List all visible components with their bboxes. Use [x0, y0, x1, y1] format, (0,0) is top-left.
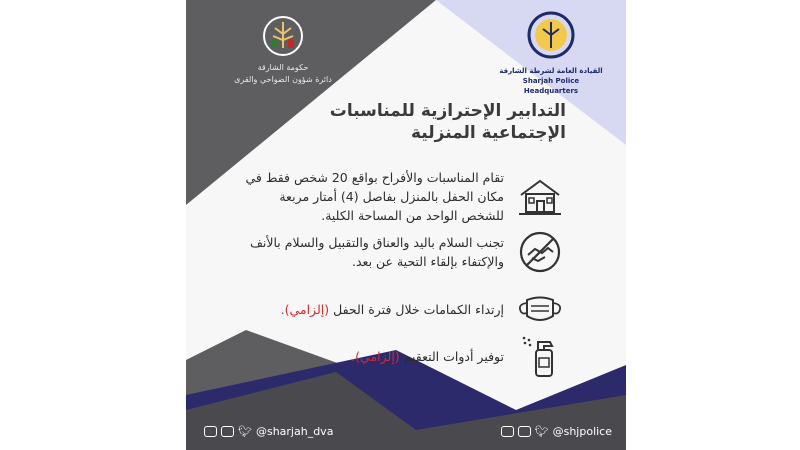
sharjah-police-emblem	[526, 10, 576, 62]
measure-text	[236, 300, 504, 319]
sharjah-government-logo	[208, 14, 358, 86]
instagram-icon[interactable]	[204, 426, 217, 437]
measure-text: تقام المناسبات والأفراح بواقع 20 شخص فقط في مكان الحفل بالمنزل بفاصل (4) أمتار مربعة للشخص الواحد من المساحة الكلية.	[245, 170, 504, 223]
measure-text-main: إرتداء الكمامات خلال فترة الحفل	[333, 301, 504, 317]
no-handshake-icon	[514, 228, 566, 276]
required-tag: (إلزامي).	[280, 301, 330, 317]
youtube-icon[interactable]	[221, 426, 234, 437]
youtube-icon[interactable]	[518, 426, 531, 437]
footer-social-left	[204, 425, 333, 438]
social-handle[interactable]: @sharjah_dva	[255, 425, 334, 438]
required-tag: (إلزامي).	[351, 348, 400, 364]
advisory-card	[186, 0, 626, 450]
sanitizer-spray-icon	[514, 332, 566, 380]
police-name-arabic: القيادة العامة لشرطة الشارقة	[499, 67, 603, 75]
twitter-icon[interactable]: 🐦︎	[534, 425, 549, 438]
face-mask-icon	[514, 285, 566, 333]
measure-text	[236, 347, 504, 366]
measure-text-main: توفير أدوات التعقيم	[403, 348, 504, 364]
sharjah-police-logo	[496, 10, 606, 96]
measure-gathering-limit	[236, 168, 566, 225]
title-line-2: الإجتماعية المنزلية	[411, 123, 566, 143]
measure-text: تجنب السلام باليد والعناق والتقبيل والسلام بالأنف والإكتفاء بإلقاء التحية عن بعد.	[249, 235, 504, 269]
footer-social-right	[501, 425, 612, 438]
twitter-icon[interactable]: 🐦︎	[238, 425, 252, 438]
page-title	[266, 100, 566, 144]
measure-wear-mask	[236, 285, 566, 333]
house-icon	[514, 173, 566, 221]
police-name-english: Sharjah Police Headquarters	[522, 77, 580, 95]
sharjah-government-emblem	[261, 14, 305, 58]
government-name: حكومة الشارقة	[257, 63, 309, 72]
instagram-icon[interactable]	[501, 426, 514, 437]
title-line-1: التدابير الإحترازية للمناسبات	[329, 101, 566, 121]
department-name: دائرة شؤون الضواحي والقرى	[234, 75, 332, 84]
social-handle[interactable]: @shjpolice	[552, 425, 612, 438]
measure-no-handshake	[236, 228, 566, 276]
measure-sanitizer	[236, 332, 566, 380]
